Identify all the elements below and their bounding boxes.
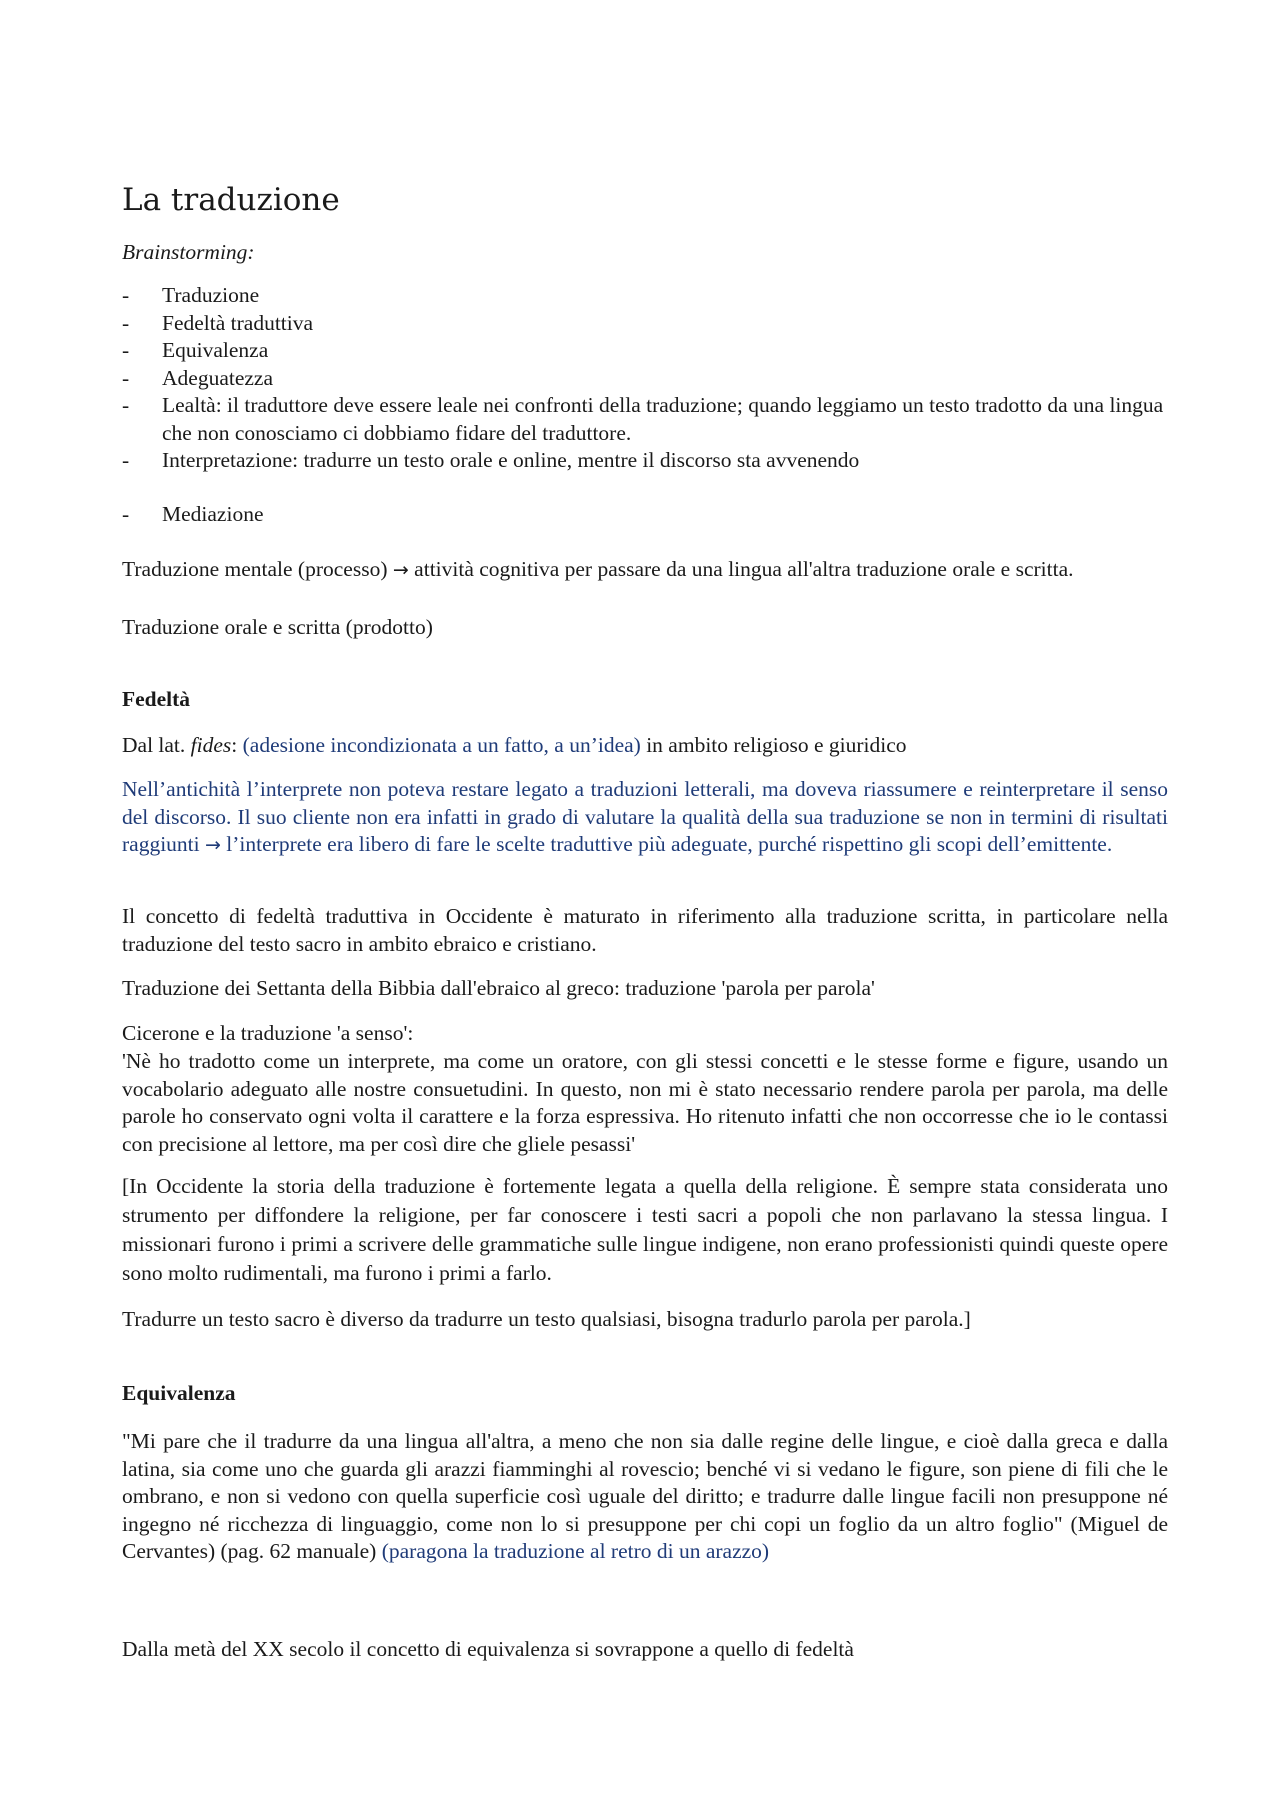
list-item-text: Adeguatezza — [162, 365, 274, 390]
page-title: La traduzione — [122, 182, 340, 218]
list-item — [122, 501, 1168, 529]
list-item — [122, 282, 1168, 310]
list-item-text: Mediazione — [162, 501, 264, 526]
list-item — [122, 337, 1168, 365]
section-heading-equivalenza: Equivalenza — [122, 1381, 236, 1405]
mental-translation-paragraph — [122, 556, 1168, 585]
list-item-text: Interpretazione: tradurre un testo orale e online, mentre il discorso sta avvenendo — [162, 448, 860, 472]
product-paragraph: Traduzione orale e scritta (prodotto) — [122, 615, 433, 639]
occidente-paragraph: Il concetto di fedeltà traduttiva in Occidente è maturato in riferimento alla traduzione scritta, in particolare nella traduzione del testo sacro in ambito ebraico e cristiano. — [122, 904, 1168, 956]
list-item — [122, 447, 1168, 475]
religion-paragraph: [In Occidente la storia della traduzione è fortemente legata a quella della religione. È sempre stata considerata uno strumento per diffondere la religione, per far conoscere i testi sacri a popoli che non parlavano la stessa lingua. I missionari furono i primi a scrivere delle grammatiche sulle lingue indigene, non erano professionisti quindi queste opere sono molto rudimentali, ma furono i primi a farlo. — [122, 1174, 1168, 1285]
bullet-dash: - — [122, 310, 130, 335]
etymology-paragraph — [122, 732, 1168, 760]
section-heading-fedelta: Fedeltà — [122, 687, 191, 711]
etymology-suffix: in ambito religioso e giuridico — [640, 733, 907, 757]
bullet-dash: - — [122, 393, 130, 417]
bullet-dash: - — [122, 365, 130, 390]
antiquity-conclusion: l’interprete era libero di fare le scelte traduttive più adeguate, purché rispettino gli scopi dell’emittente. — [226, 832, 1113, 856]
cicerone-quote: 'Nè ho tradotto come un interprete, ma come un oratore, con gli stessi concetti e le stesse forme e figure, usando un vocabolario adeguato alle nostre consuetudini. In questo, non mi è stato necessario rendere parola per parola, ma delle parole ho conservato ogni volta il carattere e la forza espressiva. Ho ritenuto infatti che non occorresse che io le contassi con precisione al lettore, ma per così dire che gliele pesassi' — [122, 1049, 1168, 1156]
list-item — [122, 392, 1168, 447]
mental-translation-label: Traduzione mentale (processo) — [122, 557, 388, 581]
bullet-dash: - — [122, 338, 130, 362]
etymology-word: fides — [190, 733, 232, 757]
arrow-right-icon: → — [205, 834, 221, 856]
mental-translation-definition: attività cognitiva per passare da una lingua all'altra traduzione orale e scritta. — [414, 557, 1074, 581]
cicerone-title: Cicerone e la traduzione 'a senso': — [122, 1021, 414, 1045]
bullet-dash: - — [122, 501, 130, 526]
bullet-dash: - — [122, 448, 130, 472]
list-item-text: Equivalenza — [162, 338, 269, 362]
cervantes-quote-text: "Mi pare che il tradurre da una lingua all'altra, a meno che non sia dalle regine delle lingue, e cioè dalla greca e dalla latina, sia come uno che guarda gli arazzi fiamminghi al rovescio; benché vi si vedano le figure, son piene di fili che le ombrano, e non si vedono con quella superficie così uguale del diritto; e tradurre dalle lingue facili non presuppone né ingegno né ricchezza di linguaggio, come non lo si presuppone per chi copi un foglio da un altro foglio" (Miguel de Cervantes) (pag. 62 manuale) — [122, 1429, 1168, 1563]
list-item — [122, 310, 1168, 338]
etymology-colon: : — [231, 733, 243, 757]
list-item-text: Fedeltà traduttiva — [162, 310, 314, 335]
etymology-definition: (adesione incondizionata a un fatto, a un’idea) — [242, 733, 641, 757]
arrow-right-icon: → — [392, 559, 409, 581]
antiquity-paragraph — [122, 776, 1168, 860]
antiquity-text: Nell’antichità l’interprete non poteva restare legato a traduzioni letterali, ma doveva riassumere e reinterpretare il senso del discorso. Il suo cliente non era infatti in grado di valutare la qualità della sua traduzione se non in termini di risultati raggiunti — [122, 777, 1168, 856]
sacred-text-paragraph: Tradurre un testo sacro è diverso da tradurre un testo qualsiasi, bisogna tradurlo parola per parola.] — [122, 1307, 971, 1331]
equivalence-paragraph: Dalla metà del XX secolo il concetto di equivalenza si sovrappone a quello di fedeltà — [122, 1637, 854, 1661]
cervantes-note: (paragona la traduzione al retro di un arazzo) — [381, 1539, 770, 1563]
bullet-dash: - — [122, 283, 130, 307]
settanta-paragraph: Traduzione dei Settanta della Bibbia dall'ebraico al greco: traduzione 'parola per parola' — [122, 976, 875, 1000]
brainstorming-list — [122, 282, 1168, 528]
etymology-prefix: Dal lat. — [122, 733, 191, 757]
list-item-text: Lealtà: il traduttore deve essere leale nei confronti della traduzione; quando leggiamo un testo tradotto da una lingua che non conosciamo ci dobbiamo fidare del traduttore. — [162, 393, 1164, 445]
cervantes-quote — [122, 1428, 1168, 1566]
brainstorming-label: Brainstorming: — [122, 240, 255, 264]
list-item-text: Traduzione — [162, 283, 260, 307]
list-item — [122, 365, 1168, 393]
